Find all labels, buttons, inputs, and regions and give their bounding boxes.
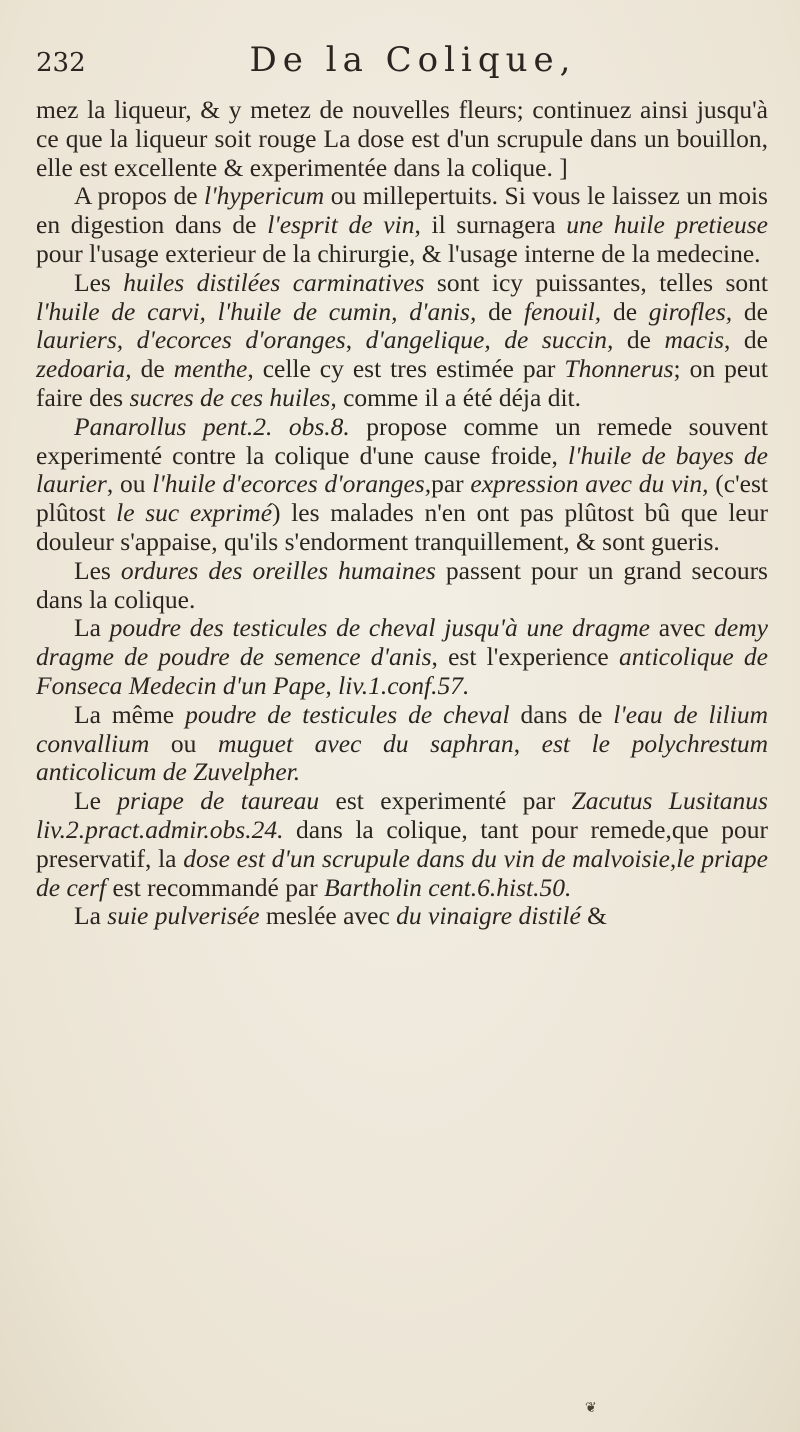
text-run: , de bbox=[724, 325, 768, 355]
italic-text: muguet avec du saphran bbox=[218, 728, 514, 758]
italic-text: anticolique de Fonseca Medecin d'un Pape, liv.1.conf.57. bbox=[36, 642, 768, 700]
text-run: & bbox=[580, 901, 608, 931]
italic-text: expression avec du vin, bbox=[470, 469, 709, 499]
text-run: , est l'experience bbox=[431, 642, 619, 672]
text-run: avec bbox=[649, 613, 715, 643]
italic-text: poudre des testicules de cheval jusqu'à une dragme bbox=[109, 613, 650, 643]
text-run: A propos de bbox=[74, 181, 205, 211]
italic-text: fenouil, bbox=[523, 296, 602, 326]
body-text bbox=[36, 96, 768, 931]
italic-text: d'angelique, de succin, bbox=[365, 325, 614, 355]
text-run: sont icy puissantes, telles sont bbox=[424, 267, 768, 297]
italic-text: macis bbox=[664, 325, 724, 355]
italic-text: l'huile de bayes de laurier bbox=[36, 440, 768, 499]
text-run: pour l'usage exterieur de la chirurgie, & l'usage interne de la medecine. bbox=[36, 238, 761, 268]
text-run: par bbox=[431, 469, 471, 499]
paragraph bbox=[36, 701, 768, 787]
text-run: meslée avec bbox=[259, 901, 397, 931]
text-run: de bbox=[131, 354, 174, 384]
text-run: dans de bbox=[509, 699, 614, 729]
italic-text: le suc exprimé bbox=[116, 498, 273, 528]
text-run: passent pour un grand secours dans la colique. bbox=[36, 555, 768, 614]
text-run: La même bbox=[74, 699, 186, 729]
italic-text: suie pulverisée bbox=[107, 901, 260, 931]
text-run: La bbox=[74, 613, 110, 643]
text-run: ) les malades n'en ont pas plûtost bû que leur douleur s'appaise, qu'ils s'endorment tranquillement, & sont gueris. bbox=[36, 498, 768, 556]
paragraph bbox=[36, 182, 768, 268]
text-run: , bbox=[513, 728, 542, 758]
text-run: est recommandé par bbox=[106, 872, 325, 902]
italic-text: une huile pretieuse bbox=[566, 210, 768, 240]
italic-text: lauriers, d'ecorces d'oranges bbox=[36, 325, 346, 355]
text-run: de bbox=[732, 296, 768, 326]
paragraph bbox=[36, 557, 768, 615]
italic-text: poudre de testicules de cheval bbox=[185, 699, 510, 729]
paragraph bbox=[36, 413, 768, 557]
italic-text: l'eau de lilium convallium bbox=[36, 699, 768, 758]
italic-text: Bartholin cent.6.hist.50. bbox=[324, 872, 572, 902]
italic-text: Zacutus Lusitanus liv.2.pract.admir.obs.24. bbox=[36, 786, 768, 844]
paragraph bbox=[36, 614, 768, 700]
text-run: , il surnagera bbox=[414, 210, 567, 240]
text-run: de bbox=[613, 325, 665, 355]
italic-text: Thonnerus bbox=[564, 354, 674, 384]
text-run: de bbox=[476, 296, 524, 326]
italic-text: l'hypericum bbox=[204, 181, 325, 211]
text-run: Le bbox=[74, 786, 118, 816]
paragraph bbox=[36, 269, 768, 413]
italic-text: est le polychrestum anticolicum de Zuvelpher. bbox=[36, 728, 769, 787]
text-run: (c'est plûtost bbox=[36, 469, 768, 528]
paragraph bbox=[36, 96, 768, 182]
text-run: Les bbox=[74, 267, 124, 297]
italic-text: l'huile de carvi, l'huile de cumin, d'anis, bbox=[36, 296, 477, 326]
running-head: De la Colique, bbox=[249, 40, 577, 80]
ornament-mark: ❦ bbox=[585, 1400, 597, 1416]
text-run: , celle cy est tres estimée par bbox=[247, 354, 565, 384]
italic-text: huiles distilées carminatives bbox=[123, 267, 425, 297]
italic-text: menthe bbox=[173, 354, 248, 384]
text-run: ou millepertuits. Si vous le laissez un mois en digestion dans de bbox=[36, 181, 768, 240]
italic-text: demy dragme de poudre de semence d'anis bbox=[36, 613, 768, 672]
text-run: , ou bbox=[106, 469, 153, 499]
italic-text: Panarollus pent.2. obs.8. bbox=[74, 411, 350, 441]
text-run: propose comme un remede souvent experimenté contre la colique d'une cause froide, bbox=[36, 411, 768, 470]
italic-text: du vinaigre distilé bbox=[396, 901, 581, 931]
italic-text: priape de taureau bbox=[117, 786, 320, 816]
italic-text: l'esprit de vin bbox=[267, 210, 415, 240]
italic-text: sucres de ces huiles, bbox=[129, 382, 337, 412]
text-run: ; on peut faire des bbox=[36, 354, 768, 412]
text-run: de bbox=[601, 296, 649, 326]
text-run: La bbox=[74, 901, 108, 931]
text-run: Les bbox=[74, 555, 121, 585]
text-run: , bbox=[345, 325, 366, 355]
italic-text: girofles, bbox=[648, 296, 733, 326]
italic-text: l'huile d'ecorces d'oranges, bbox=[152, 469, 432, 499]
italic-text: ordures des oreilles humaines bbox=[120, 555, 436, 585]
paragraph bbox=[36, 902, 768, 931]
page-number: 232 bbox=[36, 48, 86, 78]
text-run: dans la colique, tant pour remede,que pour preservatif, la bbox=[36, 814, 768, 873]
italic-text: zedoaria, bbox=[36, 354, 132, 384]
text-run: est experimenté par bbox=[319, 786, 572, 816]
paragraph bbox=[36, 787, 768, 902]
text-run: ou bbox=[149, 728, 219, 758]
page-header bbox=[36, 40, 768, 96]
text-run: comme il a été déja dit. bbox=[336, 382, 581, 412]
text-run: mez la liqueur, & y metez de nouvelles fleurs; continuez ainsi jusqu'à ce que la liqueur soit rouge La dose est d'un scrupule dans un bouillon, elle est excellente & experimentée dans la colique. ] bbox=[36, 95, 768, 182]
italic-text: dose est d'un scrupule dans du vin de malvoisie,le priape de cerf bbox=[36, 843, 768, 902]
